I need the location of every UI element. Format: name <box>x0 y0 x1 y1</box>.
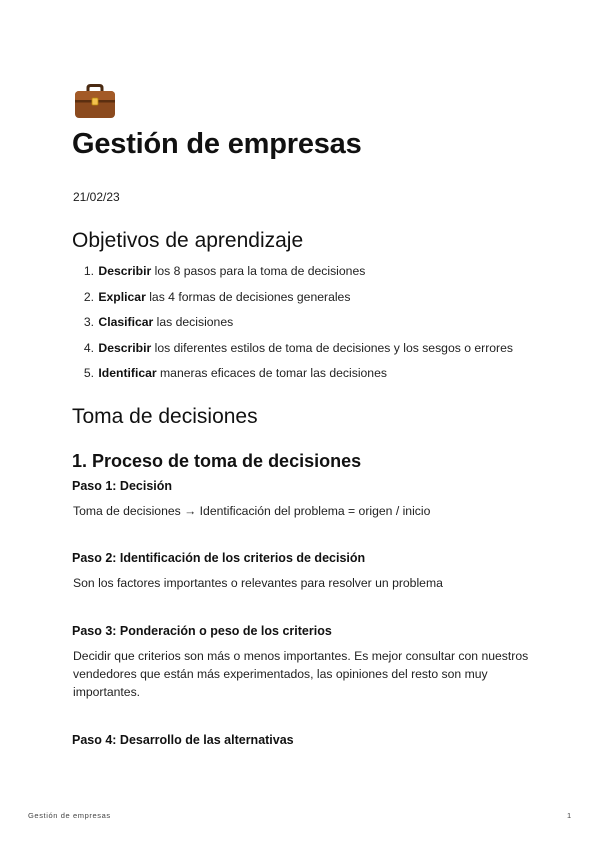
objective-verb: Describir <box>98 340 152 355</box>
step-title: Paso 4: Desarrollo de las alternativas <box>72 733 294 747</box>
objective-item <box>73 314 513 340</box>
objective-text: los diferentes estilos de toma de decisiones y los sesgos o errores <box>151 340 513 355</box>
objective-text: los 8 pasos para la toma de decisiones <box>151 264 366 278</box>
page-title: Gestión de empresas <box>72 128 362 160</box>
objective-item <box>73 340 513 366</box>
footer-page-number: 1 <box>567 811 572 820</box>
objective-text: maneras eficaces de tomar las decisiones <box>156 366 387 380</box>
briefcase-icon <box>73 84 117 120</box>
objective-verb: Identificar <box>98 366 157 380</box>
section-subheading: 1. Proceso de toma de decisiones <box>72 451 362 471</box>
objective-text: las decisiones <box>153 315 234 329</box>
objective-number: 2. <box>83 289 94 304</box>
step-title: Paso 3: Ponderación o peso de los criterios <box>72 624 332 638</box>
objective-number: 4. <box>83 340 94 355</box>
document-date: 21/02/23 <box>73 190 120 204</box>
step-title: Paso 2: Identificación de los criterios de decisión <box>72 551 366 565</box>
step-title: Paso 1: Decisión <box>72 479 173 493</box>
objective-number: 3. <box>83 315 94 329</box>
step-text: Son los factores importantes o relevantes para resolver un problema <box>73 576 443 590</box>
step-text: Toma de decisiones → Identificación del problema = origen / inicio <box>73 504 431 518</box>
objective-verb: Explicar <box>98 289 146 304</box>
step-text: Decidir que criterios son más o menos importantes. Es mejor consultar con nuestros vendedores que están más experimentados, las opiniones del resto son muy importantes. <box>73 649 529 699</box>
objective-verb: Clasificar <box>98 315 154 329</box>
objectives-list <box>73 263 513 391</box>
objective-item <box>73 365 513 391</box>
objective-item <box>73 263 513 289</box>
objective-number: 1. <box>83 264 94 278</box>
objective-text: las 4 formas de decisiones generales <box>145 289 351 304</box>
objective-number: 5. <box>83 366 94 380</box>
objective-item <box>73 289 513 315</box>
footer-title: Gestión de empresas <box>28 811 111 820</box>
objective-verb: Describir <box>98 264 152 278</box>
objectives-heading: Objetivos de aprendizaje <box>72 229 304 252</box>
section-heading: Toma de decisiones <box>72 405 258 428</box>
